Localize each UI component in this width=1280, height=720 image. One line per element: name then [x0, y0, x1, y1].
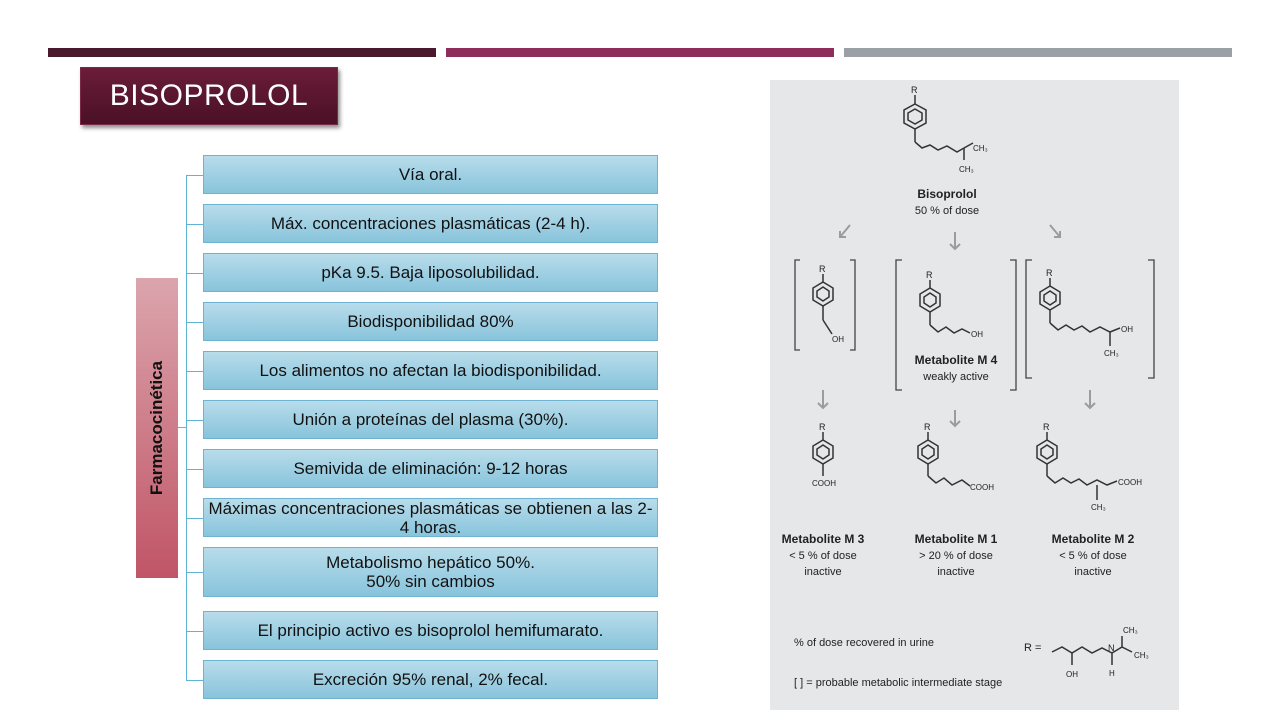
- r-label: R: [1043, 422, 1050, 432]
- m1-label: Metabolite M 1: [914, 532, 998, 546]
- title-box: [80, 67, 338, 125]
- branch-line: [186, 175, 204, 176]
- r-label: R: [819, 422, 826, 432]
- top-bar-magenta: [446, 48, 834, 57]
- branch-line: [186, 572, 204, 573]
- connector-stem: [186, 175, 187, 680]
- ch3-label: CH₃: [1104, 349, 1119, 358]
- branch-line: [186, 224, 204, 225]
- branch-line: [186, 273, 204, 274]
- oh-label: OH: [832, 335, 844, 344]
- item-max-concentraciones: Máx. concentraciones plasmáticas (2-4 h).: [203, 204, 658, 243]
- category-label-box: [136, 278, 178, 578]
- m4-label: Metabolite M 4: [914, 353, 998, 367]
- r-label: R: [924, 422, 931, 432]
- bisoprolol-label: Bisoprolol: [917, 187, 977, 201]
- cooh-label: COOH: [812, 479, 836, 488]
- branch-line: [186, 631, 204, 632]
- item-excrecion: Excreción 95% renal, 2% fecal.: [203, 660, 658, 699]
- item-union-proteinas: Unión a proteínas del plasma (30%).: [203, 400, 658, 439]
- m1-dose: > 20 % of dose: [919, 550, 993, 562]
- item-via-oral: Vía oral.: [203, 155, 658, 194]
- ch3-label: CH₃: [973, 144, 988, 153]
- item-principio-activo: El principio activo es bisoprolol hemifumarato.: [203, 611, 658, 650]
- m3-label: Metabolite M 3: [781, 532, 865, 546]
- item-pka: pKa 9.5. Baja liposolubilidad.: [203, 253, 658, 292]
- item-metabolismo: Metabolismo hepático 50%. 50% sin cambios: [203, 547, 658, 597]
- r-equals-label: R =: [1024, 642, 1042, 654]
- m2-label: Metabolite M 2: [1051, 532, 1135, 546]
- bisoprolol-structure: [904, 95, 973, 160]
- top-bar-dark: [48, 48, 436, 57]
- m4-note: weakly active: [923, 371, 989, 383]
- item-biodisponibilidad: Biodisponibilidad 80%: [203, 302, 658, 341]
- branch-line: [186, 469, 204, 470]
- oh-label: OH: [1066, 670, 1078, 679]
- oh-label: OH: [971, 330, 983, 339]
- top-bar-gray: [844, 48, 1232, 57]
- item-maximas-concentraciones: Máximas concentraciones plasmáticas se obtienen a las 2-4 horas.: [203, 498, 658, 537]
- item-alimentos: Los alimentos no afectan la biodisponibilidad.: [203, 351, 658, 390]
- r-label: R: [926, 270, 933, 280]
- m2-dose: < 5 % of dose: [1059, 550, 1127, 562]
- m3-dose: < 5 % of dose: [789, 550, 857, 562]
- legend-recovered: % of dose recovered in urine: [794, 637, 935, 649]
- bisoprolol-dose: 50 % of dose: [914, 205, 980, 217]
- oh-label: OH: [1121, 325, 1133, 334]
- metabolism-figure: [770, 80, 1179, 710]
- ch3-label: CH₃: [1091, 503, 1106, 512]
- category-label: Farmacocinética: [147, 360, 166, 496]
- item-semivida: Semivida de eliminación: 9-12 horas: [203, 449, 658, 488]
- branch-line: [186, 518, 204, 519]
- cooh-label: COOH: [970, 483, 994, 492]
- m1-note: inactive: [937, 566, 975, 578]
- r-label: R: [1046, 268, 1053, 278]
- ch3-label: CH₃: [1123, 626, 1138, 635]
- h-label: H: [1109, 669, 1115, 678]
- m3-note: inactive: [804, 566, 842, 578]
- branch-line: [186, 322, 204, 323]
- ch3-label: CH₃: [959, 165, 974, 174]
- branch-line: [186, 371, 204, 372]
- cooh-label: COOH: [1118, 478, 1142, 487]
- r-label: R: [911, 85, 918, 95]
- r-label: R: [819, 264, 826, 274]
- branch-line: [186, 680, 204, 681]
- n-label: N: [1108, 643, 1115, 653]
- ch3-label: CH₃: [1134, 651, 1149, 660]
- slide-title: BISOPROLOL: [109, 79, 309, 112]
- m2-note: inactive: [1074, 566, 1112, 578]
- legend-brackets: [ ] = probable metabolic intermediate stage: [794, 677, 1003, 689]
- branch-line: [186, 420, 204, 421]
